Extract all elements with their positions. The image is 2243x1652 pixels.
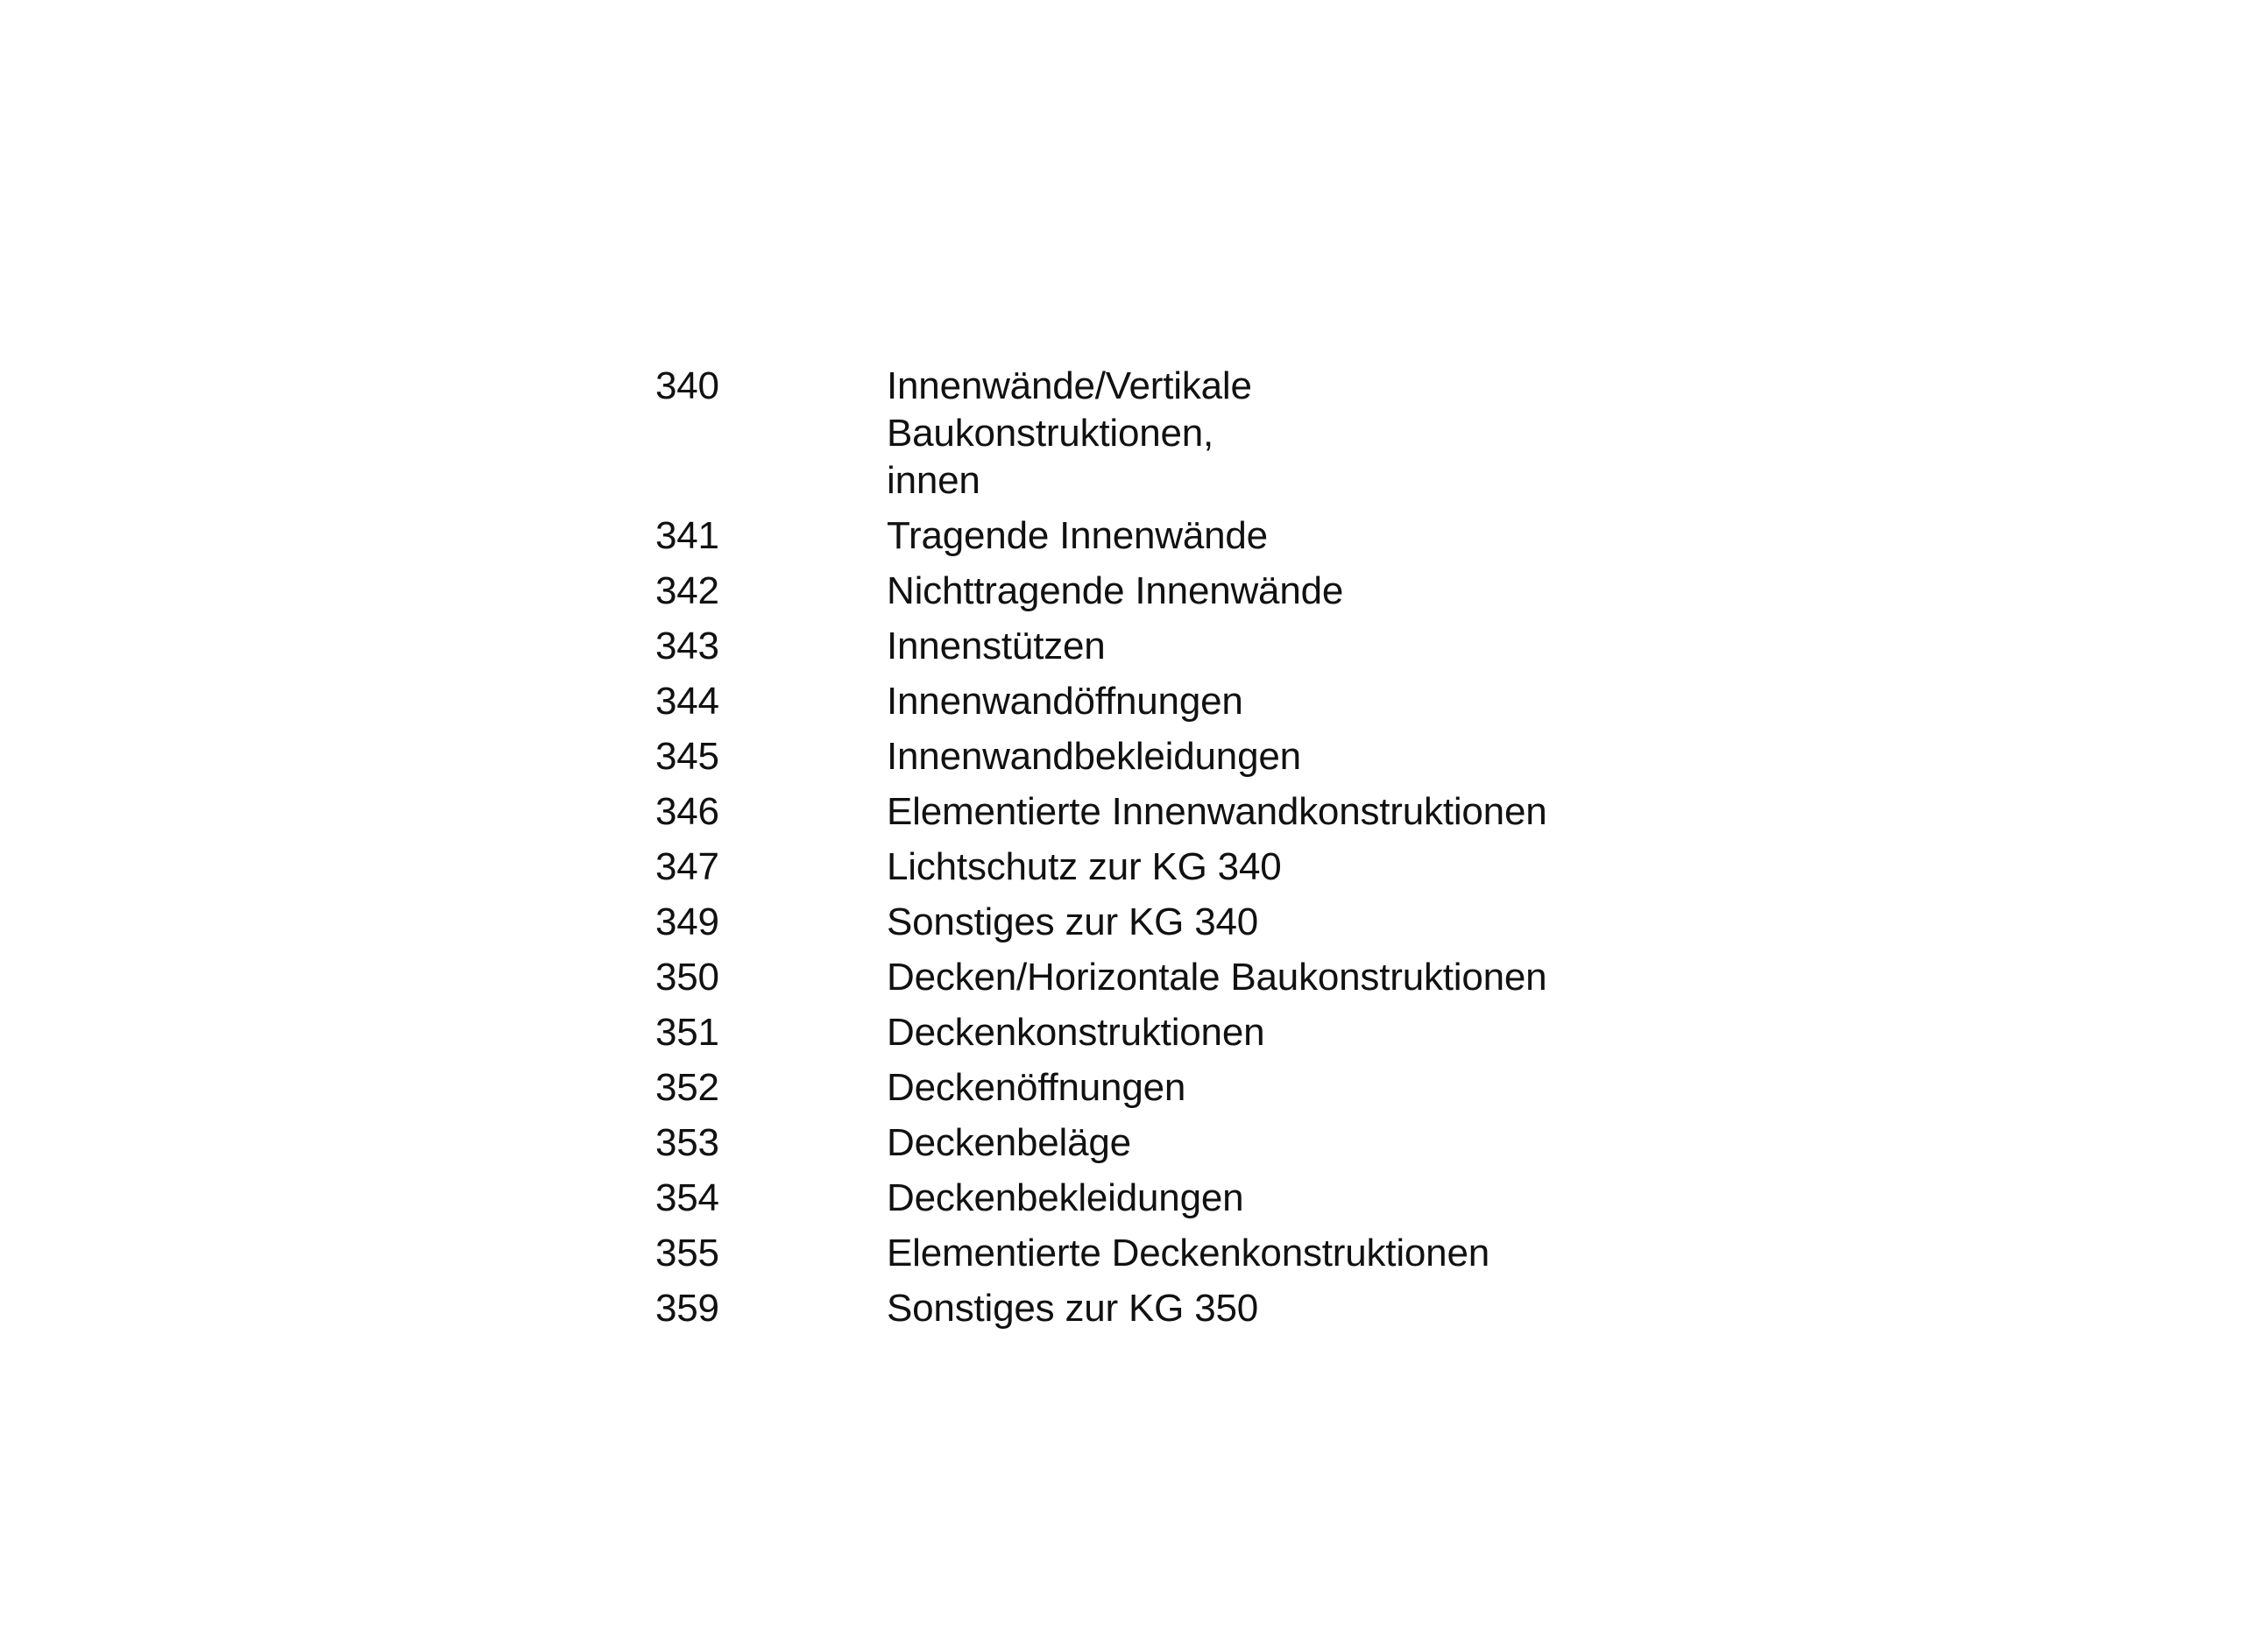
row-code: 352 <box>655 1066 719 1109</box>
row-label: Innenstützen <box>887 625 1106 667</box>
table-row <box>655 788 1794 836</box>
row-label: Deckenbekleidungen <box>887 1176 1244 1219</box>
row-label: Innenwandbekleidungen <box>887 735 1301 778</box>
row-label: Tragende Innenwände <box>887 514 1268 557</box>
table-row <box>655 1009 1794 1056</box>
table-row <box>655 1064 1794 1112</box>
row-label: Innenwandöffnungen <box>887 680 1243 723</box>
row-label: Decken/Horizontale Baukonstruktionen <box>887 956 1547 999</box>
row-code: 342 <box>655 569 719 612</box>
row-code: 350 <box>655 956 719 999</box>
table-row <box>655 1175 1794 1222</box>
row-code: 345 <box>655 735 719 778</box>
row-label: Nichttragende Innenwände <box>887 569 1344 612</box>
row-code: 346 <box>655 790 719 833</box>
row-code: 340 <box>655 364 719 407</box>
row-label: Deckenbeläge <box>887 1121 1131 1164</box>
row-label: Lichtschutz zur KG 340 <box>887 845 1282 888</box>
row-code: 353 <box>655 1121 719 1164</box>
row-code: 355 <box>655 1232 719 1274</box>
table-row <box>655 678 1794 725</box>
table-row <box>655 568 1794 615</box>
row-code: 343 <box>655 625 719 667</box>
row-label: Deckenkonstruktionen <box>887 1011 1265 1054</box>
table-row <box>655 1285 1794 1332</box>
table-row <box>655 1119 1794 1167</box>
table-row <box>655 844 1794 891</box>
table-row <box>655 363 1794 505</box>
table-row <box>655 899 1794 946</box>
row-label: Elementierte Deckenkonstruktionen <box>887 1232 1489 1274</box>
table-row <box>655 1230 1794 1277</box>
row-code: 347 <box>655 845 719 888</box>
row-code: 344 <box>655 680 719 723</box>
table-row <box>655 733 1794 780</box>
row-label: Sonstiges zur KG 340 <box>887 900 1259 943</box>
row-code: 359 <box>655 1287 719 1330</box>
row-code: 354 <box>655 1176 719 1219</box>
row-label: Elementierte Innenwandkonstruktionen <box>887 790 1547 833</box>
table-row <box>655 512 1794 560</box>
row-label: Innenwände/Vertikale Baukonstruktionen, innen <box>887 364 1252 502</box>
table-row <box>655 954 1794 1001</box>
row-label: Deckenöffnungen <box>887 1066 1186 1109</box>
cost-group-table <box>655 363 1794 1340</box>
row-label: Sonstiges zur KG 350 <box>887 1287 1259 1330</box>
table-row <box>655 623 1794 670</box>
row-code: 351 <box>655 1011 719 1054</box>
row-code: 349 <box>655 900 719 943</box>
row-code: 341 <box>655 514 719 557</box>
